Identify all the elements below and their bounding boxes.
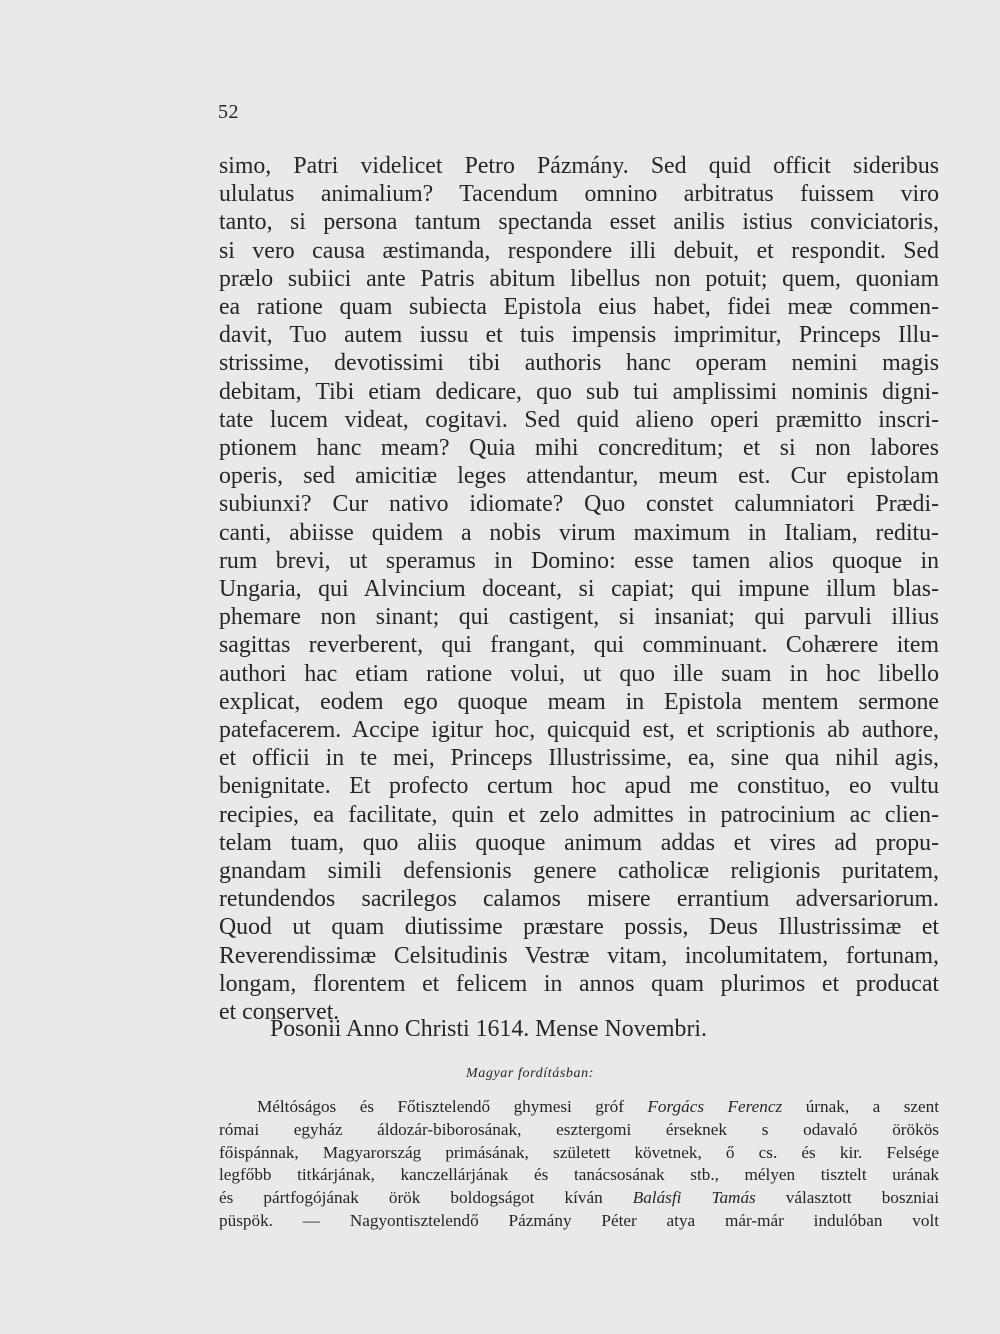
latin-line: ptionem hanc meam? Quia mihi concreditum; et si non labores [219,435,939,462]
translation-line: római egyház áldozár-biborosának, esztergomi érseknek s odavaló örökös [219,1119,939,1139]
latin-line: et conservet. [219,999,340,1026]
translation-line: főispánnak, Magyarország primásának, született követnek, ő cs. és kir. Felsége [219,1142,939,1162]
latin-line: gnandam simili defensionis genere catholicæ religionis puritatem, [219,858,939,885]
latin-line: patefacerem. Accipe igitur hoc, quicquid est, et scriptionis ab authore, [219,717,939,744]
dateline: Posonii Anno Christi 1614. Mense Novembri. [270,1016,707,1042]
person-name: Forgács Ferencz [647,1097,783,1116]
latin-line: ea ratione quam subiecta Epistola eius habet, fidei meæ commen- [219,294,939,321]
translation-line: legfőbb titkárjának, kanczellárjának és tanácsosának stb., mélyen tisztelt urának [219,1165,939,1185]
latin-line: operis, sed amicitiæ leges attendantur, meum est. Cur epistolam [219,463,939,490]
latin-line: retundendos sacrilegos calamos misere errantium adversariorum. [219,886,939,913]
latin-line: Reverendissimæ Celsitudinis Vestræ vitam, incolumitatem, fortunam, [219,942,939,969]
hungarian-translation-text [219,1096,939,1233]
latin-line: benignitate. Et profecto certum hoc apud me constituo, eo vultu [219,773,939,800]
translation-line: és pártfogójának örök boldogságot kíván Balásfi Tamás választott boszniai [219,1188,939,1208]
latin-line: davit, Tuo autem iussu et tuis impensis imprimitur, Princeps Illu- [219,322,939,349]
latin-line: ululatus animalium? Tacendum omnino arbitratus fuissem viro [219,181,939,208]
translation-line: Méltóságos és Főtisztelendő ghymesi gróf Forgács Ferencz úrnak, a szent [257,1097,940,1116]
person-name: Balásfi Tamás [632,1188,756,1208]
latin-line: strissime, devotissimi tibi authoris hanc operam nemini magis [219,350,939,377]
latin-line: telam tuam, quo aliis quoque animum addas et vires ad propu- [219,829,939,856]
latin-line: Ungaria, qui Alvincium doceant, si capiat; qui impune illum blas- [219,576,939,603]
latin-body-text [219,152,939,1026]
latin-line: longam, florentem et felicem in annos quam plurimos et producat [219,970,939,997]
latin-line: simo, Patri videlicet Petro Pázmány. Sed quid officit sideribus [219,153,939,179]
latin-line: authori hac etiam ratione volui, ut quo ille suam in hoc libello [219,660,939,687]
latin-line: phemare non sinant; qui castigent, si insaniat; qui parvuli illius [219,604,939,631]
latin-line: prælo subiici ante Patris abitum libellus non potuit; quem, quoniam [219,265,939,292]
latin-line: sagittas reverberent, qui frangant, qui comminuant. Cohærere item [219,632,939,659]
latin-line: si vero causa æstimanda, respondere illi debuit, et respondit. Sed [219,237,939,264]
translation-subheading: Magyar fordításban: [466,1066,594,1081]
latin-line: tate lucem videat, cogitavi. Sed quid alieno operi præmitto inscri- [219,406,939,433]
latin-line: rum brevi, ut speramus in Domino: esse tamen alios quoque in [219,547,939,574]
translation-line: püspök. — Nagyontisztelendő Pázmány Péter atya már-már indulóban volt [219,1210,939,1230]
latin-line: explicat, eodem ego quoque meam in Epistola mentem sermone [219,688,939,715]
latin-line: tanto, si persona tantum spectanda esset anilis istius conviciatoris, [219,209,939,236]
latin-line: Quod ut quam diutissime præstare possis, Deus Illustrissimæ et [219,914,939,941]
latin-line: canti, abiisse quidem a nobis virum maximum in Italiam, reditu- [219,519,939,546]
latin-line: debitam, Tibi etiam dedicare, quo sub tui amplissimi nominis digni- [219,378,939,405]
latin-line: et officii in te mei, Princeps Illustrissime, ea, sine qua nihil agis, [219,745,939,772]
latin-line: subiunxi? Cur nativo idiomate? Quo constet calumniatori Prædi- [219,491,939,518]
latin-line: recipies, ea facilitate, quin et zelo admittes in patrocinium ac clien- [219,801,939,828]
page-number: 52 [218,101,239,123]
